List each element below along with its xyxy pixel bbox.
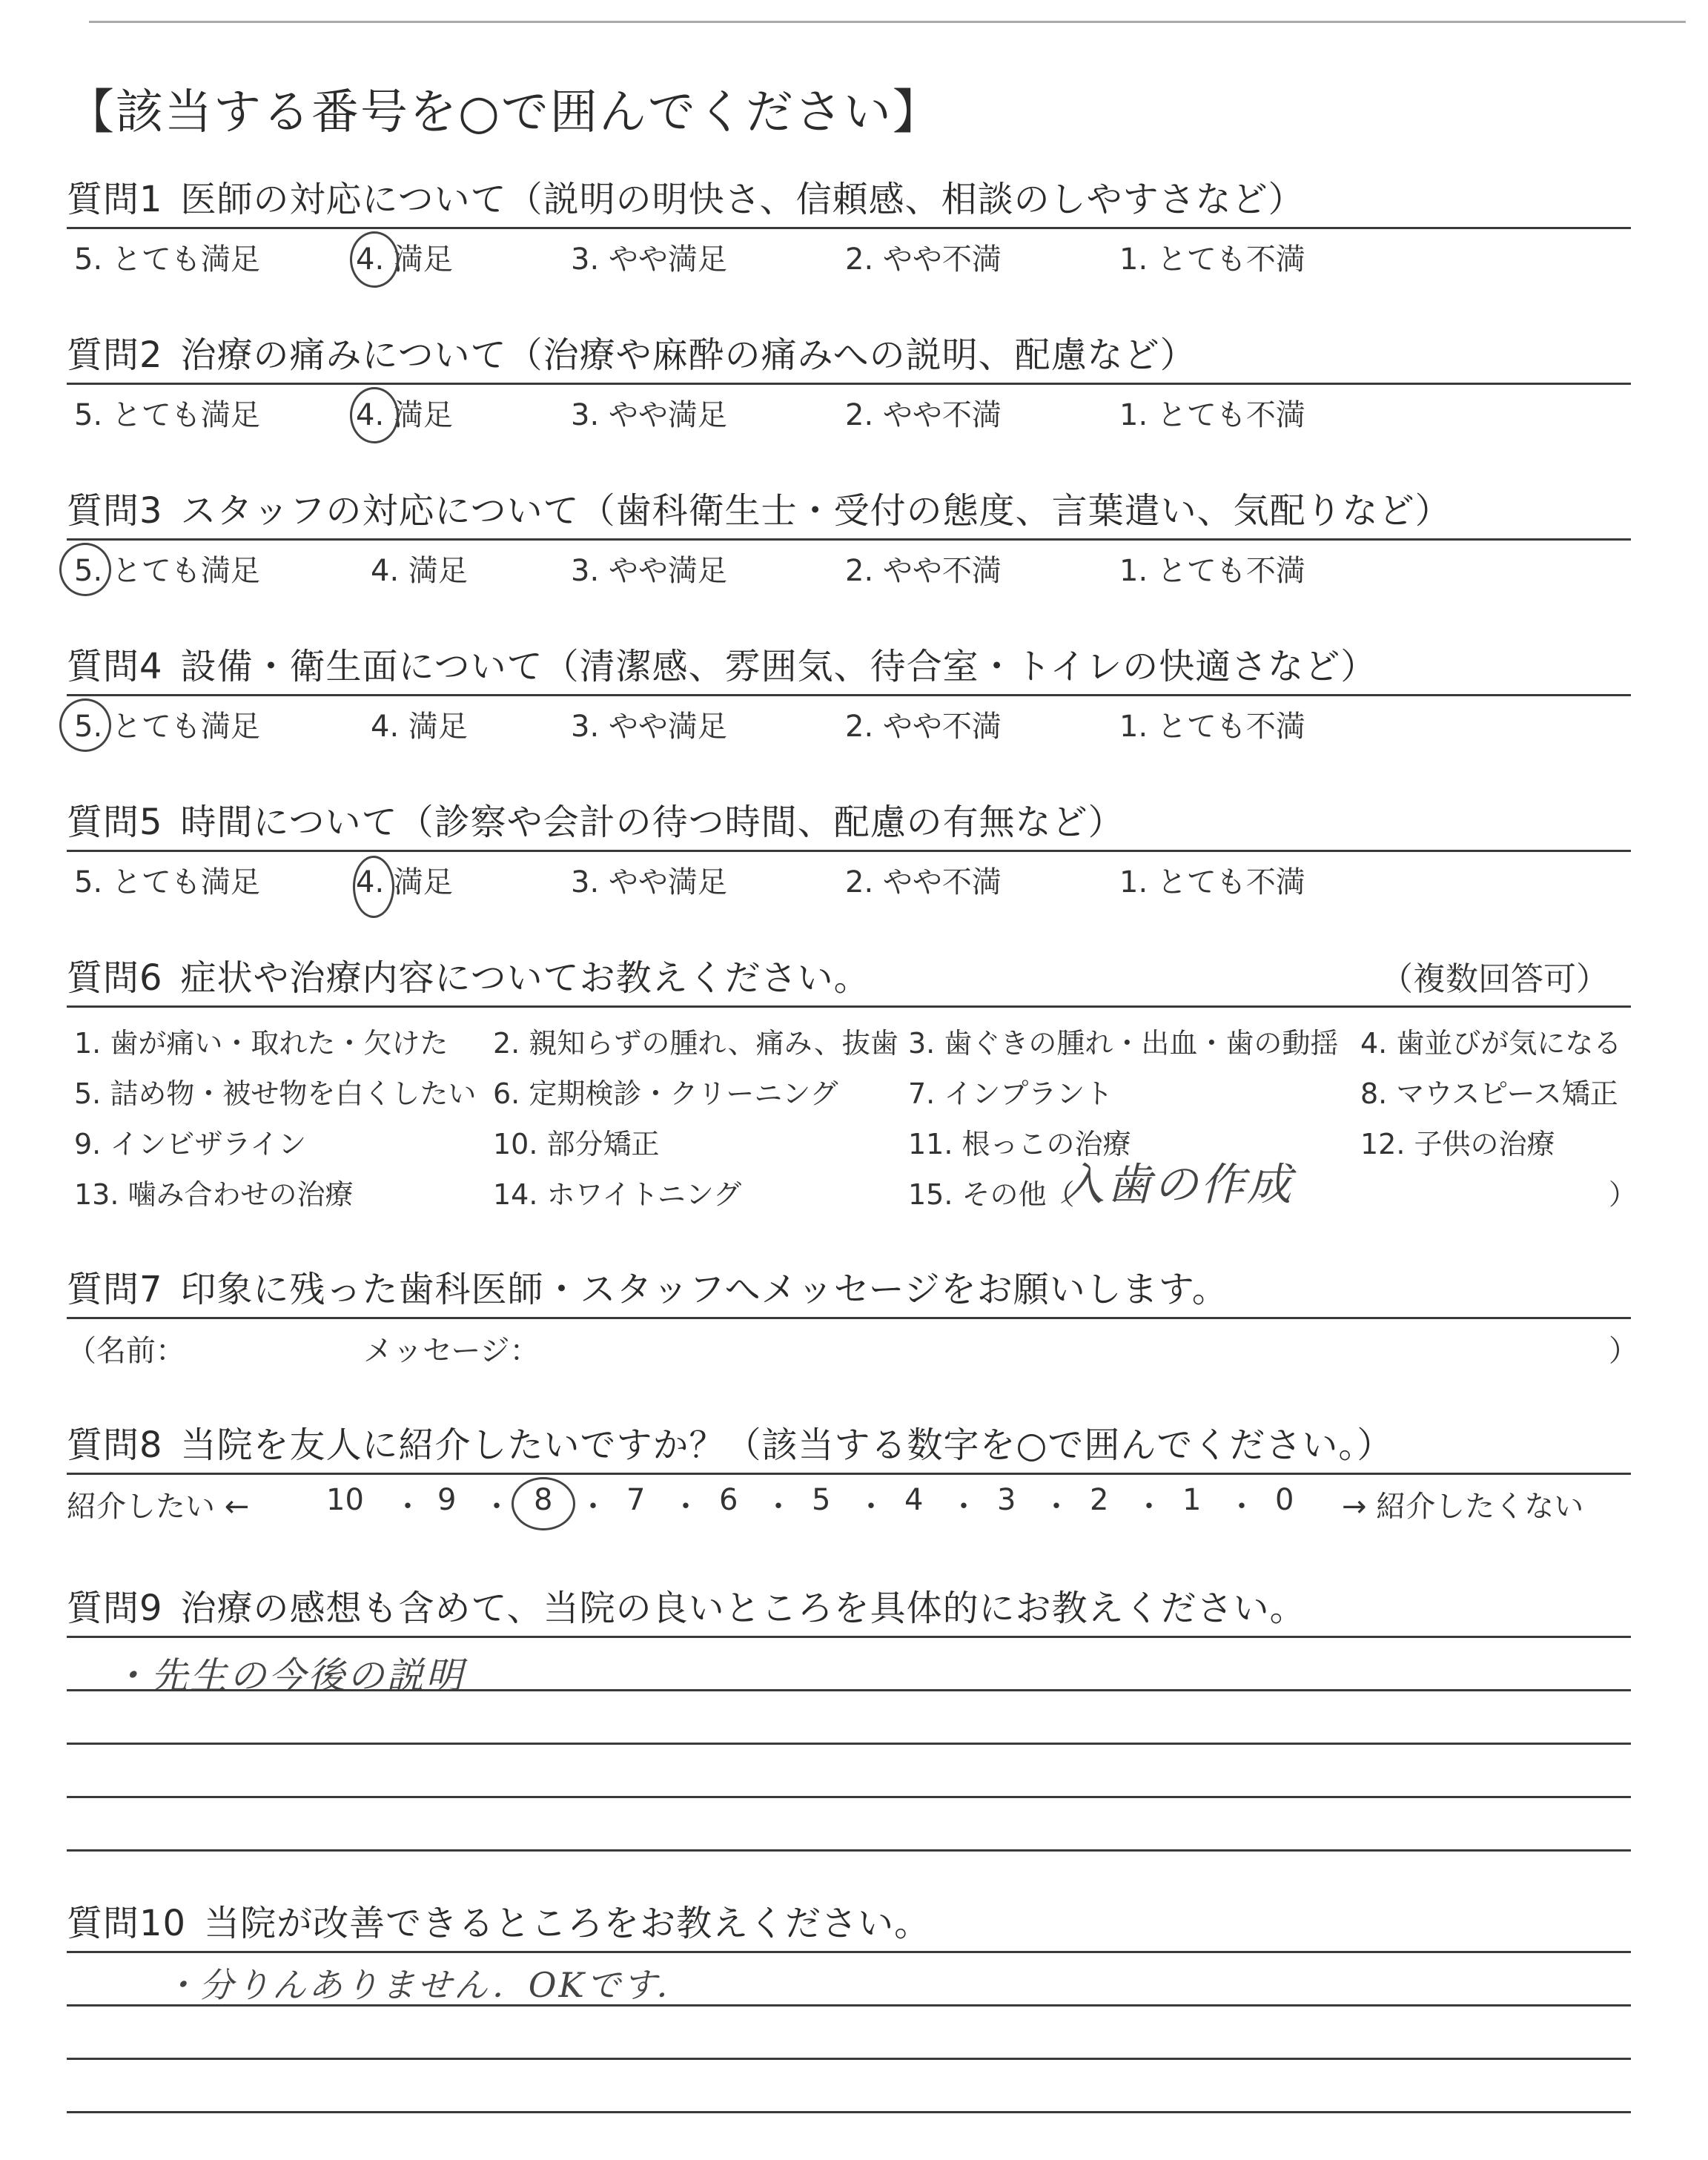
scale-6[interactable]: 6 xyxy=(719,1483,738,1517)
scale-dot: ・ xyxy=(949,1490,979,1524)
option-1[interactable]: 1. とても不満 xyxy=(1119,554,1305,588)
question-6 xyxy=(67,949,1638,1231)
selection-circle-mark xyxy=(59,543,111,596)
option-3[interactable]: 3. やや満足 xyxy=(571,710,727,744)
question-7-heading xyxy=(67,1261,1631,1312)
question-1-rule xyxy=(67,227,1631,229)
selection-circle-mark xyxy=(512,1477,575,1530)
handwritten-answer: ・先生の今後の説明 xyxy=(111,1654,465,1697)
option-1[interactable]: 1. とても不満 xyxy=(1119,242,1305,277)
option-4[interactable]: 4. 満足 xyxy=(356,398,453,432)
question-5 xyxy=(67,793,1631,905)
selection-circle-mark xyxy=(59,698,111,752)
question-text: 当院が改善できるところをお教えください。 xyxy=(204,1903,931,1944)
question-number: 質問7 xyxy=(67,1269,163,1310)
question-number: 質問10 xyxy=(67,1903,187,1944)
question-8 xyxy=(67,1416,1631,1527)
close-paren: ） xyxy=(1609,1334,1638,1368)
treatment-option-other[interactable]: 15. その他（ xyxy=(908,1178,1075,1211)
question-9-heading xyxy=(67,1579,1631,1631)
option-5[interactable]: 5. とても満足 xyxy=(74,865,260,899)
question-text: 時間について（診察や会計の待つ時間、配慮の有無など） xyxy=(180,802,1125,843)
option-3[interactable]: 3. やや満足 xyxy=(571,865,727,899)
option-4[interactable]: 4. 満足 xyxy=(371,710,468,744)
option-5[interactable]: 5. とても満足 xyxy=(74,710,260,744)
treatment-option[interactable]: 12. 子供の治療 xyxy=(1360,1128,1555,1160)
question-text: 医師の対応について（説明の明快さ、信頼感、相談のしやすさなど） xyxy=(180,179,1305,220)
question-number: 質問5 xyxy=(67,802,163,843)
option-5[interactable]: 5. とても満足 xyxy=(74,242,260,277)
selection-circle-mark xyxy=(350,231,399,288)
selection-circle-mark xyxy=(353,856,394,918)
treatment-option[interactable]: 6. 定期検診・クリーニング xyxy=(493,1077,838,1110)
option-2[interactable]: 2. やや不満 xyxy=(845,242,1002,277)
treatment-option[interactable]: 9. インビザライン xyxy=(74,1128,307,1160)
option-5[interactable]: 5. とても満足 xyxy=(74,554,260,588)
scale-7[interactable]: 7 xyxy=(626,1483,646,1517)
question-3-rule xyxy=(67,538,1631,541)
question-9 xyxy=(67,1579,1631,1861)
scale-10[interactable]: 10 xyxy=(326,1483,364,1517)
scale-dot: ・ xyxy=(1134,1490,1164,1524)
option-2[interactable]: 2. やや不満 xyxy=(845,710,1002,744)
message-field-label[interactable]: メッセージ： xyxy=(363,1334,540,1368)
option-1[interactable]: 1. とても不満 xyxy=(1119,398,1305,432)
question-number: 質問9 xyxy=(67,1588,163,1629)
answer-line xyxy=(67,1743,1631,1745)
multiple-answers-note: （複数回答可） xyxy=(1380,960,1609,998)
option-3[interactable]: 3. やや満足 xyxy=(571,242,727,277)
scale-8[interactable]: 8 xyxy=(534,1483,553,1517)
option-1[interactable]: 1. とても不満 xyxy=(1119,710,1305,744)
treatment-option[interactable]: 13. 噛み合わせの治療 xyxy=(74,1178,354,1211)
form-title: 【該当する番号を○で囲んでください】 xyxy=(67,85,941,140)
recommend-right-label: → 紹介したくない xyxy=(1342,1490,1584,1524)
answer-line xyxy=(67,1849,1631,1852)
answer-line xyxy=(67,2058,1631,2060)
other-close-paren: ） xyxy=(1609,1178,1638,1211)
scale-4[interactable]: 4 xyxy=(904,1483,924,1517)
option-2[interactable]: 2. やや不満 xyxy=(845,398,1002,432)
question-3-heading xyxy=(67,482,1631,533)
scale-dot: ・ xyxy=(764,1490,793,1524)
question-4-rule xyxy=(67,694,1631,696)
answer-line xyxy=(67,1796,1631,1798)
scale-5[interactable]: 5 xyxy=(812,1483,831,1517)
question-2 xyxy=(67,326,1631,437)
question-text: 印象に残った歯科医師・スタッフへメッセージをお願いします。 xyxy=(180,1269,1228,1310)
question-5-rule xyxy=(67,850,1631,852)
question-4-heading xyxy=(67,638,1631,689)
question-text: 治療の痛みについて（治療や麻酔の痛みへの説明、配慮など） xyxy=(180,334,1196,376)
scale-3[interactable]: 3 xyxy=(997,1483,1016,1517)
scale-0[interactable]: 0 xyxy=(1275,1483,1294,1517)
treatment-option[interactable]: 3. 歯ぐきの腫れ・出血・歯の動揺 xyxy=(908,1027,1339,1060)
question-2-heading xyxy=(67,326,1631,377)
question-1-heading xyxy=(67,171,1631,222)
treatment-option[interactable]: 4. 歯並びが気になる xyxy=(1360,1027,1622,1060)
question-text: 症状や治療内容についてお教えください。 xyxy=(180,957,870,999)
selection-circle-mark xyxy=(350,387,399,443)
scale-dot: ・ xyxy=(393,1490,423,1524)
question-text: スタッフの対応について（歯科衛生士・受付の態度、言葉遣い、気配りなど） xyxy=(180,490,1452,532)
top-border-line xyxy=(89,21,1686,23)
answer-line xyxy=(67,2004,1631,2007)
question-4 xyxy=(67,638,1631,749)
scale-dot: ・ xyxy=(1227,1490,1257,1524)
question-6-rule xyxy=(67,1005,1631,1008)
question-7-rule xyxy=(67,1317,1631,1319)
option-4[interactable]: 4. 満足 xyxy=(371,554,468,588)
question-number: 質問4 xyxy=(67,646,163,687)
scale-2[interactable]: 2 xyxy=(1090,1483,1109,1517)
treatment-option[interactable]: 14. ホワイトニング xyxy=(493,1178,742,1211)
option-2[interactable]: 2. やや不満 xyxy=(845,865,1002,899)
option-5[interactable]: 5. とても満足 xyxy=(74,398,260,432)
question-10 xyxy=(67,1895,1631,2154)
question-number: 質問8 xyxy=(67,1424,163,1466)
question-7 xyxy=(67,1261,1638,1372)
question-2-rule xyxy=(67,383,1631,385)
question-3 xyxy=(67,482,1631,593)
recommend-left-label: 紹介したい ← xyxy=(67,1490,250,1524)
treatment-option[interactable]: 5. 詰め物・被せ物を白くしたい xyxy=(74,1077,477,1110)
question-5-heading xyxy=(67,793,1631,845)
treatment-option[interactable]: 7. インプラント xyxy=(908,1077,1113,1110)
scale-dot: ・ xyxy=(671,1490,701,1524)
answer-line xyxy=(67,2111,1631,2113)
treatment-option[interactable]: 1. 歯が痛い・取れた・欠けた xyxy=(74,1027,448,1060)
question-number: 質問1 xyxy=(67,179,163,220)
question-8-heading xyxy=(67,1416,1631,1467)
question-10-heading xyxy=(67,1895,1631,1946)
question-text: 当院を友人に紹介したいですか？（該当する数字を○で囲んでください。） xyxy=(180,1424,1394,1466)
handwritten-answer: ・分りんありません．OKです． xyxy=(163,1965,693,2005)
question-8-rule xyxy=(67,1473,1631,1475)
treatment-option[interactable]: 8. マウスピース矯正 xyxy=(1360,1077,1618,1110)
scale-dot: ・ xyxy=(482,1490,512,1524)
option-3[interactable]: 3. やや満足 xyxy=(571,554,727,588)
option-4[interactable]: 4. 満足 xyxy=(356,865,453,899)
scale-1[interactable]: 1 xyxy=(1182,1483,1202,1517)
scale-dot: ・ xyxy=(1042,1490,1071,1524)
option-1[interactable]: 1. とても不満 xyxy=(1119,865,1305,899)
name-field-label[interactable]: （名前： xyxy=(67,1334,185,1368)
treatment-option[interactable]: 10. 部分矯正 xyxy=(493,1128,660,1160)
question-number: 質問3 xyxy=(67,490,163,532)
question-1 xyxy=(67,171,1631,282)
scale-dot: ・ xyxy=(856,1490,886,1524)
option-4[interactable]: 4. 満足 xyxy=(356,242,453,277)
answer-line xyxy=(67,1951,1631,1953)
question-text: 設備・衛生面について（清潔感、雰囲気、待合室・トイレの快適さなど） xyxy=(180,646,1377,687)
question-number: 質問6 xyxy=(67,957,163,999)
other-handwritten-entry: 入歯の作成 xyxy=(1060,1159,1294,1211)
scale-9[interactable]: 9 xyxy=(437,1483,457,1517)
treatment-option[interactable]: 2. 親知らずの腫れ、痛み、抜歯 xyxy=(493,1027,898,1060)
scale-dot: ・ xyxy=(578,1490,608,1524)
answer-line xyxy=(67,1636,1631,1638)
option-2[interactable]: 2. やや不満 xyxy=(845,554,1002,588)
treatment-option[interactable]: 11. 根っこの治療 xyxy=(908,1128,1131,1160)
question-number: 質問2 xyxy=(67,334,163,376)
option-3[interactable]: 3. やや満足 xyxy=(571,398,727,432)
answer-line xyxy=(67,1689,1631,1691)
question-text: 治療の感想も含めて、当院の良いところを具体的にお教えください。 xyxy=(180,1588,1306,1629)
